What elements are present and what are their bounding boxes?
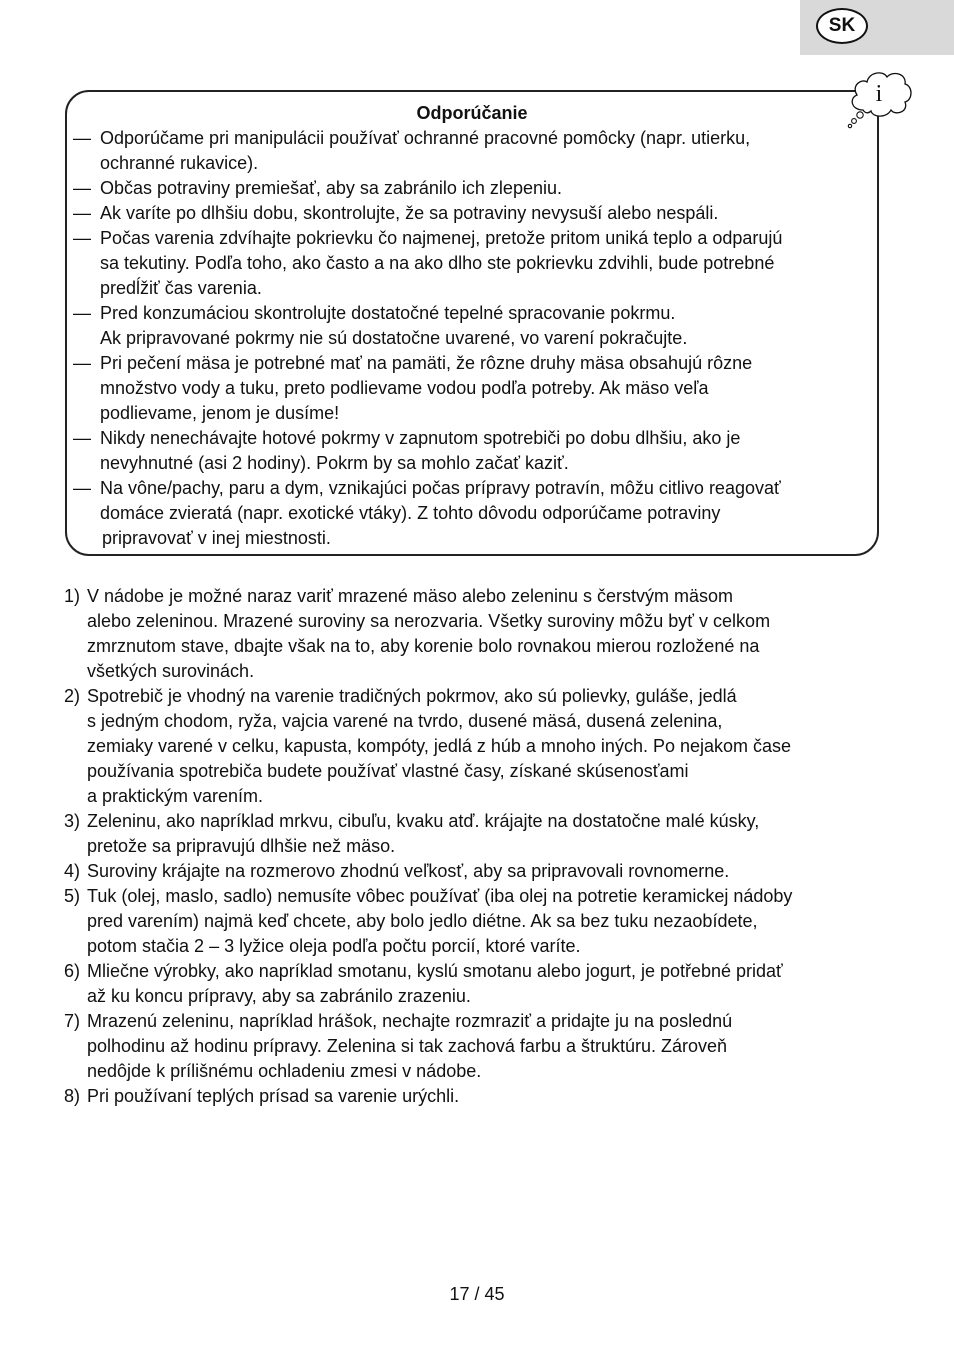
instruction-line: Mrazenú zeleninu, napríklad hrášok, nechajte rozmraziť a pridajte ju na poslednú xyxy=(87,1011,733,1031)
dash-bullet: — xyxy=(73,303,91,323)
instruction-line: Tuk (olej, maslo, sadlo) nemusíte vôbec používať (iba olej na potretie keramickej nádoby xyxy=(87,886,793,906)
instruction-line: pred varením) najmä keď chcete, aby bolo jedlo diétne. Ak sa bez tuku nezaobídete, xyxy=(87,911,758,931)
recommendation-item-line: Pri pečení mäsa je potrebné mať na pamäti, že rôzne druhy mäsa obsahujú rôzne xyxy=(100,353,753,373)
instruction-number: 7) xyxy=(64,1011,81,1031)
recommendation-item-line: Ak varíte po dlhšiu dobu, skontrolujte, že sa potraviny nevysuší alebo nespáli. xyxy=(100,203,719,223)
recommendation-item-line: Počas varenia zdvíhajte pokrievku čo najmenej, pretože pritom uniká teplo a odparujú xyxy=(100,228,783,248)
instruction-line: V nádobe je možné naraz variť mrazené mäso alebo zeleninu s čerstvým mäsom xyxy=(87,586,734,606)
recommendation-list xyxy=(73,126,883,551)
instruction-item xyxy=(64,809,924,859)
recommendation-item-line: ochranné rukavice). xyxy=(100,153,259,173)
dash-bullet: — xyxy=(73,128,91,148)
instruction-number: 4) xyxy=(64,861,81,881)
recommendation-item-line: Ak pripravované pokrmy nie sú dostatočne uvarené, vo varení pokračujte. xyxy=(100,328,688,348)
recommendation-title: Odporúčanie xyxy=(416,103,528,123)
dash-bullet: — xyxy=(73,428,91,448)
info-symbol: i xyxy=(875,81,883,107)
instruction-line: a praktickým varením. xyxy=(87,786,264,806)
recommendation-item xyxy=(73,176,883,201)
instruction-number: 6) xyxy=(64,961,81,981)
instruction-line: Mliečne výrobky, ako napríklad smotanu, kyslú smotanu alebo jogurt, je potřebné pridať xyxy=(87,961,783,981)
recommendation-item xyxy=(73,351,883,426)
language-tab xyxy=(800,0,954,55)
instruction-line: až ku koncu prípravy, aby sa zabránilo zrazeniu. xyxy=(87,986,471,1006)
recommendation-item-line: Pred konzumáciou skontrolujte dostatočné tepelné spracovanie pokrmu. xyxy=(100,303,676,323)
recommendation-item xyxy=(73,301,883,351)
recommendation-item xyxy=(73,126,883,176)
instruction-number: 8) xyxy=(64,1086,81,1106)
recommendation-item xyxy=(73,476,883,551)
instruction-list xyxy=(64,584,924,1109)
recommendation-item-line: sa tekutiny. Podľa toho, ako často a na ako dlho ste pokrievku zdvihli, bude potrebné xyxy=(100,253,775,273)
recommendation-item-line: Nikdy nenechávajte hotové pokrmy v zapnutom spotrebiči po dobu dlhšiu, ako je xyxy=(100,428,741,448)
instruction-line: Spotrebič je vhodný na varenie tradičných pokrmov, ako sú polievky, guláše, jedlá xyxy=(87,686,737,706)
recommendation-item-line: podlievame, jenom je dusíme! xyxy=(100,403,340,423)
recommendation-item-line: Občas potraviny premiešať, aby sa zabránilo ich zlepeniu. xyxy=(100,178,562,198)
instruction-line: všetkých surovinách. xyxy=(87,661,255,681)
instruction-line: s jedným chodom, ryža, vajcia varené na tvrdo, dusené mäsá, dusená zelenina, xyxy=(87,711,723,731)
recommendation-item xyxy=(73,201,883,226)
dash-bullet: — xyxy=(73,203,91,223)
recommendation-item-line: množstvo vody a tuku, preto podlievame vodou podľa potreby. Ak mäso veľa xyxy=(100,378,709,398)
recommendation-item-line: pripravovať v inej miestnosti. xyxy=(102,528,331,548)
instruction-line: polhodinu až hodinu prípravy. Zelenina si tak zachová farbu a štruktúru. Zároveň xyxy=(87,1036,728,1056)
instruction-line: alebo zeleninou. Mrazené suroviny sa nerozvaria. Všetky suroviny môžu byť v celkom xyxy=(87,611,771,631)
dash-bullet: — xyxy=(73,228,91,248)
recommendation-item xyxy=(73,426,883,476)
recommendation-box xyxy=(65,90,879,556)
recommendation-item-line: Odporúčame pri manipulácii používať ochranné pracovné pomôcky (napr. utierku, xyxy=(100,128,751,148)
instruction-number: 2) xyxy=(64,686,81,706)
dash-bullet: — xyxy=(73,478,91,498)
instruction-number: 3) xyxy=(64,811,81,831)
instruction-item xyxy=(64,1009,924,1084)
dash-bullet: — xyxy=(73,178,91,198)
instruction-item xyxy=(64,884,924,959)
instruction-number: 1) xyxy=(64,586,81,606)
instruction-line: pretože sa pripravujú dlhšie než mäso. xyxy=(87,836,396,856)
instruction-line: nedôjde k prílišnému ochladeniu zmesi v nádobe. xyxy=(87,1061,482,1081)
instruction-line: zmrznutom stave, dbajte však na to, aby korenie bolo rovnakou mierou rozložené na xyxy=(87,636,760,656)
instruction-line: Pri používaní teplých prísad sa varenie urýchli. xyxy=(87,1086,460,1106)
instruction-item xyxy=(64,684,924,809)
instruction-item xyxy=(64,859,924,884)
recommendation-item-line: nevyhnutné (asi 2 hodiny). Pokrm by sa mohlo začať kaziť. xyxy=(100,453,569,473)
instruction-line: Suroviny krájajte na rozmerovo zhodnú veľkosť, aby sa pripravovali rovnomerne. xyxy=(87,861,730,881)
recommendation-item-line: domáce zvieratá (napr. exotické vtáky). Z tohto dôvodu odporúčame potraviny xyxy=(100,503,721,523)
info-cloud-icon xyxy=(845,66,915,130)
dash-bullet: — xyxy=(73,353,91,373)
instruction-line: používania spotrebiča budete používať vlastné časy, získané skúsenosťami xyxy=(87,761,689,781)
recommendation-item-line: Na vône/pachy, paru a dym, vznikajúci počas prípravy potravín, môžu citlivo reagovať xyxy=(100,478,781,498)
instruction-item xyxy=(64,584,924,684)
instruction-line: potom stačia 2 – 3 lyžice oleja podľa počtu porcií, ktoré varíte. xyxy=(87,936,581,956)
instruction-item xyxy=(64,1084,924,1109)
language-badge: SK xyxy=(816,8,868,44)
recommendation-item xyxy=(73,226,883,301)
instruction-item xyxy=(64,959,924,1009)
instruction-line: Zeleninu, ako napríklad mrkvu, cibuľu, kvaku atď. krájajte na dostatočne malé kúsky, xyxy=(87,811,760,831)
instruction-line: zemiaky varené v celku, kapusta, kompóty, jedlá z húb a mnoho iných. Po nejakom čase xyxy=(87,736,792,756)
page-number: 17 / 45 xyxy=(449,1284,505,1304)
instruction-number: 5) xyxy=(64,886,81,906)
recommendation-item-line: predĺžiť čas varenia. xyxy=(100,278,262,298)
